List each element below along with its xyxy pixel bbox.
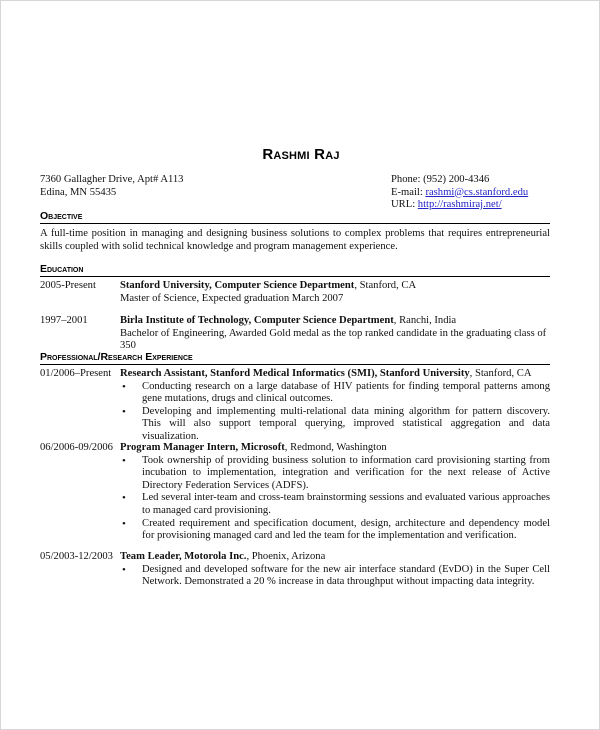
address-block [40, 174, 183, 199]
experience-entry [40, 368, 550, 444]
entry-bullets [120, 381, 550, 444]
experience-heading: Professional/Research Experience [40, 351, 550, 365]
entry-date: 06/2006-09/2006 [40, 442, 113, 453]
entry-date: 05/2003-12/2003 [40, 551, 113, 562]
bullet-item: • Designed and developed software for the new air interface standard (EvDO) in the Super Cell Network. Demonstrated a 20 % increase in data throughput without impacting data integrity. [120, 564, 550, 589]
entry-date: 01/2006–Present [40, 368, 112, 379]
phone-label: Phone: [391, 174, 421, 185]
bullet-item: • Developing and implementing multi-relational data mining algorithm for pattern discovery. This will also support temporal querying, improved statistical aggregation and data visualization. [120, 406, 550, 444]
entry-location: , Stanford, CA [354, 280, 417, 291]
entry-location: , Stanford, CA [469, 368, 532, 379]
bullet-item: • Created requirement and specification document, design, architecture and dependency model for provisioning managed card and led the team for the implementation and verification. [120, 518, 550, 543]
education-entry [40, 280, 550, 305]
phone-line [391, 174, 528, 187]
entry-title: Research Assistant, Stanford Medical Informatics (SMI), Stanford University [120, 368, 470, 379]
bullet-item: • Took ownership of providing business solution to information card provisioning starting from incubation to implementation, integration and verification for the next release of Active Directory Federation Services (ADFS). [120, 455, 550, 493]
website-link[interactable]: http://rashmiraj.net/ [417, 199, 502, 210]
email-label: E-mail: [391, 186, 423, 198]
entry-detail: Bachelor of Engineering, Awarded Gold medal as the top ranked candidate in the graduating class of 350 [120, 327, 547, 352]
email-link[interactable]: rashmi@cs.stanford.edu [425, 186, 529, 198]
entry-bullets [120, 455, 550, 543]
entry-date: 2005-Present [40, 280, 96, 291]
address-line-1: 7360 Gallagher Drive, Apt# A113 [40, 174, 184, 185]
entry-title: Team Leader, Motorola Inc. [120, 551, 247, 562]
entry-detail: Master of Science, Expected graduation March 2007 [120, 292, 344, 304]
bullet-item: • Conducting research on a large database of HIV patients for finding temporal patterns among gene mutations, drugs and clinical outcomes. [120, 381, 550, 406]
education-entry [40, 315, 550, 353]
education-heading: Education [40, 263, 550, 277]
entry-date: 1997–2001 [40, 315, 88, 326]
email-line [391, 187, 528, 200]
candidate-name: Rashmi Raj [262, 146, 340, 163]
phone-number: (952) 200-4346 [423, 174, 490, 185]
objective-text: A full-time position in managing and designing business solutions to complex problems that requires entrepreneurial skills coupled with solid technical knowledge and program management experience. [40, 228, 550, 252]
entry-location: , Redmond, Washington [284, 442, 387, 453]
entry-location: , Ranchi, India [393, 315, 457, 326]
experience-entry [40, 551, 550, 589]
address-line-2: Edina, MN 55435 [40, 186, 117, 198]
bullet-item: • Led several inter-team and cross-team brainstorming sessions and evaluated various approaches to managed card provisioning. [120, 492, 550, 517]
entry-title: Program Manager Intern, Microsoft [120, 442, 285, 453]
entry-institution: Birla Institute of Technology, Computer Science Department [120, 315, 394, 326]
contact-block [391, 174, 528, 212]
entry-bullets [120, 564, 550, 589]
objective-heading: Objective [40, 210, 550, 224]
entry-location: , Phoenix, Arizona [246, 551, 326, 562]
entry-institution: Stanford University, Computer Science Department [120, 280, 355, 291]
url-label: URL: [391, 199, 416, 210]
experience-entry [40, 442, 550, 543]
